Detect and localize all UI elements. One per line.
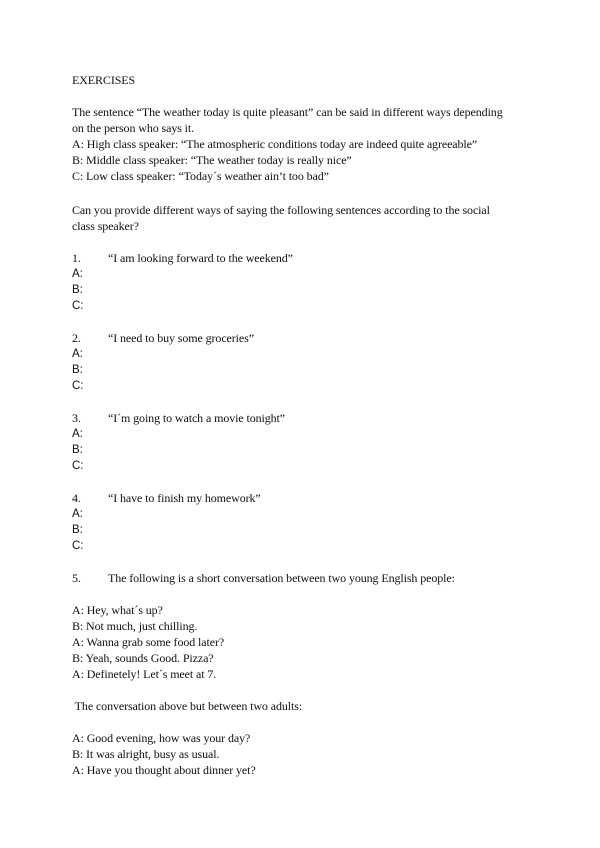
adults-intro-text: The conversation above but between two adults:: [72, 699, 303, 713]
dialogue-line: A: Have you thought about dinner yet?: [72, 763, 256, 777]
answer-a-label: A:: [72, 428, 83, 440]
dialogue-line: A: Wanna grab some food later?: [72, 635, 225, 649]
adults-intro: [72, 698, 532, 714]
item-sentence: “I am looking forward to the weekend”: [108, 251, 293, 265]
low-class-example: C: Low class speaker: “Today´s weather ain’t too bad”: [72, 169, 329, 183]
intro-paragraph: [72, 104, 532, 184]
item-number: 5.: [72, 571, 81, 585]
dialogue-line: B: Yeah, sounds Good. Pizza?: [72, 651, 214, 665]
answer-b-label: B:: [72, 524, 83, 536]
answer-c-label: C:: [72, 300, 84, 312]
high-class-example: A: High class speaker: “The atmospheric conditions today are indeed quite agreeable”: [72, 137, 478, 151]
item-sentence: “I have to finish my homework”: [108, 491, 261, 505]
exercise-item-4: [72, 490, 532, 554]
item-sentence: The following is a short conversation between two young English people:: [108, 571, 455, 585]
question-paragraph: [72, 202, 532, 234]
exercises-title: EXERCISES: [72, 73, 136, 87]
item-number: 4.: [72, 491, 81, 505]
item-sentence: “I need to buy some groceries”: [108, 331, 254, 345]
answer-c-label: C:: [72, 380, 84, 392]
dialogue-line: A: Hey, what´s up?: [72, 603, 163, 617]
answer-c-label: C:: [72, 460, 84, 472]
document-content: [72, 72, 532, 794]
item-number: 3.: [72, 411, 81, 425]
answer-a-label: A:: [72, 348, 83, 360]
middle-class-example: B: Middle class speaker: “The weather today is really nice”: [72, 153, 352, 167]
young-conversation: [72, 602, 532, 682]
answer-b-label: B:: [72, 444, 83, 456]
item-number: 1.: [72, 251, 81, 265]
item-number: 2.: [72, 331, 81, 345]
adult-conversation: [72, 730, 532, 778]
exercise-item-1: [72, 250, 532, 314]
exercise-item-3: [72, 410, 532, 474]
exercise-item-5: [72, 570, 532, 586]
question-line-1: Can you provide different ways of saying the following sentences according to the social: [72, 203, 490, 217]
answer-a-label: A:: [72, 508, 83, 520]
dialogue-line: B: Not much, just chilling.: [72, 619, 198, 633]
answer-a-label: A:: [72, 268, 83, 280]
intro-line-1: The sentence “The weather today is quite pleasant” can be said in different ways depending: [72, 105, 503, 119]
dialogue-line: A: Good evening, how was your day?: [72, 731, 251, 745]
dialogue-line: A: Definetely! Let´s meet at 7.: [72, 667, 217, 681]
answer-b-label: B:: [72, 284, 83, 296]
dialogue-line: B: It was alright, busy as usual.: [72, 747, 220, 761]
answer-b-label: B:: [72, 364, 83, 376]
item-sentence: “I´m going to watch a movie tonight”: [108, 411, 286, 425]
intro-line-2: on the person who says it.: [72, 121, 195, 135]
exercise-item-2: [72, 330, 532, 394]
question-line-2: class speaker?: [72, 219, 139, 233]
answer-c-label: C:: [72, 540, 84, 552]
